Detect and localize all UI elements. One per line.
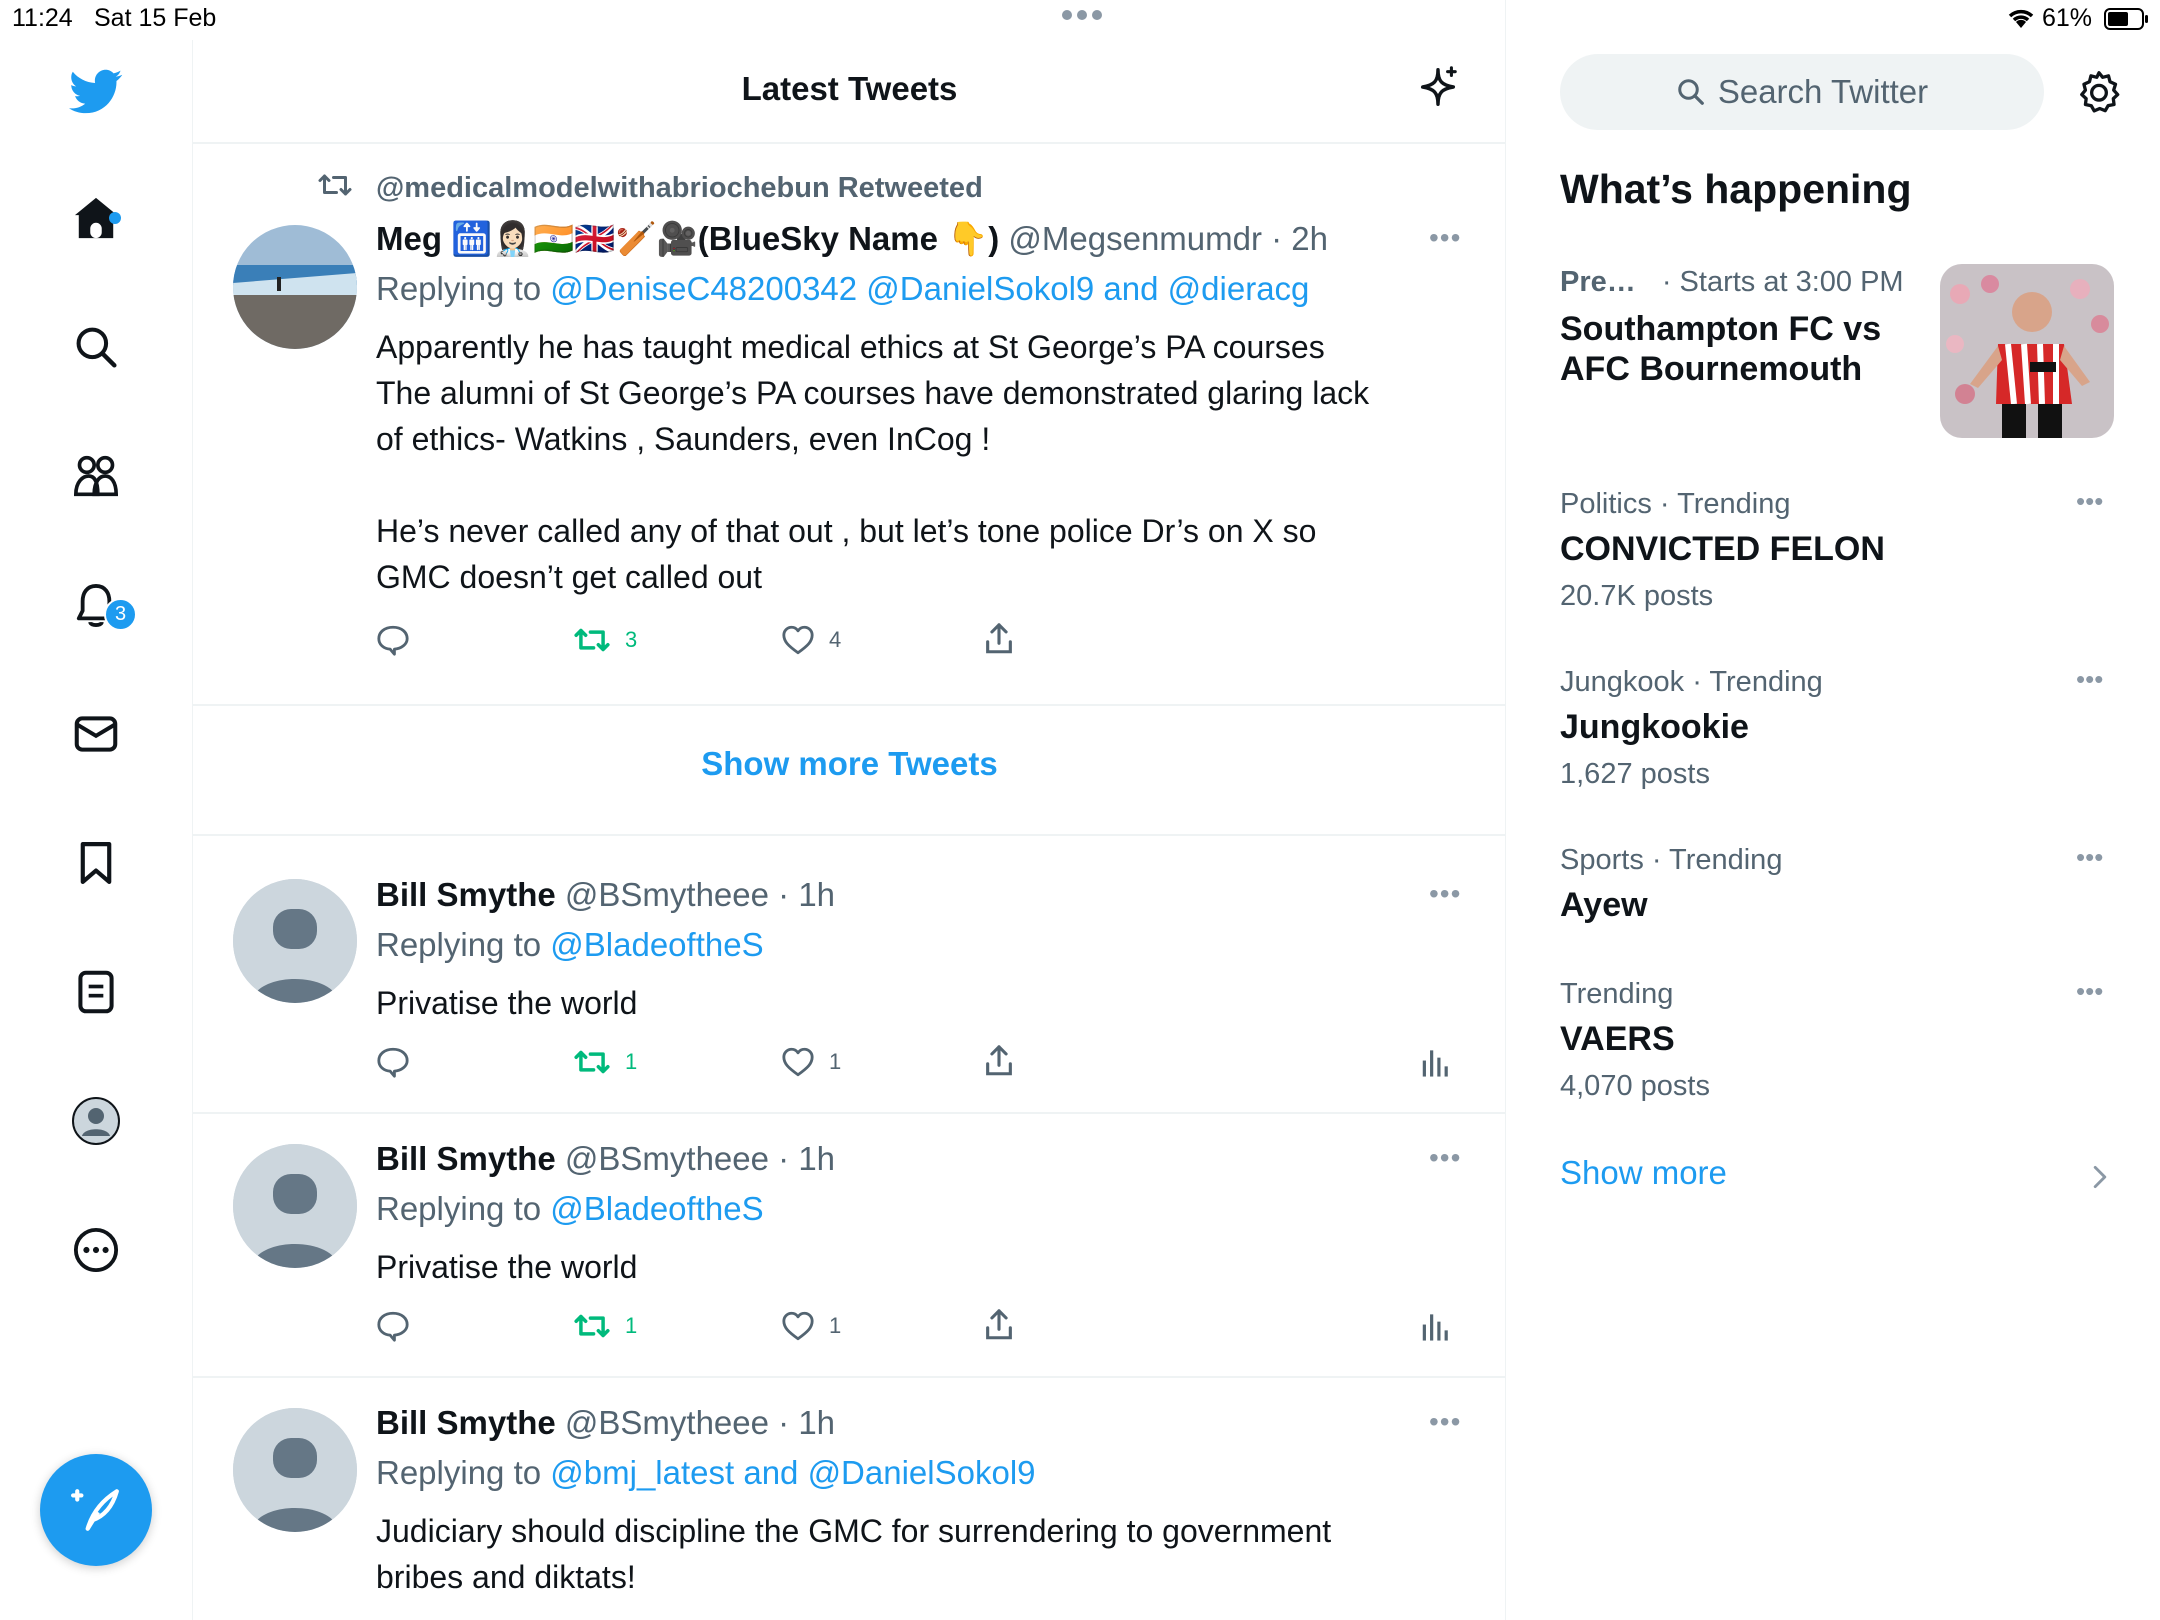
trend-category: Politics · Trending [1560, 488, 1791, 520]
share-button[interactable] [983, 1308, 1015, 1342]
trend-item[interactable] [1506, 970, 2160, 1120]
whats-happening-heading: What’s happening [1560, 166, 1912, 212]
heart-icon [781, 1046, 815, 1078]
show-more-tweets-link[interactable]: Show more Tweets [701, 745, 998, 782]
trend-count: 20.7K posts [1560, 580, 1714, 612]
retweet-button[interactable] [573, 1046, 637, 1078]
show-more-trends-link[interactable]: Show more [1560, 1154, 1727, 1191]
home-unread-dot [109, 212, 121, 224]
tweet-author-handle[interactable]: @Megsenmumdr [1008, 220, 1262, 257]
twitter-logo-icon[interactable] [68, 64, 124, 120]
like-button[interactable] [781, 1046, 841, 1078]
timeline-column [193, 0, 1506, 1620]
replying-to-handles[interactable]: @bmj_latest and @DanielSokol9 [550, 1454, 1036, 1491]
lists-icon[interactable] [68, 964, 124, 1020]
trend-item[interactable] [1506, 480, 2160, 630]
more-options-icon[interactable]: ••• [1429, 1142, 1462, 1173]
tweet-text-line: The alumni of St George’s PA courses have demonstrated glaring lack [376, 375, 1370, 411]
avatar[interactable] [233, 879, 357, 1003]
more-options-icon[interactable]: ••• [1429, 222, 1462, 253]
share-button[interactable] [983, 622, 1015, 656]
like-count: 4 [829, 627, 842, 652]
sidebar-nav [0, 40, 193, 1620]
analytics-button[interactable] [1421, 1046, 1451, 1078]
page-title: Latest Tweets [741, 70, 958, 107]
search-icon[interactable] [68, 319, 124, 375]
analytics-button[interactable] [1421, 1310, 1451, 1342]
avatar[interactable] [233, 225, 357, 349]
event-meta: · Starts at 3:00 PM [1661, 266, 1904, 298]
tweet-author-name[interactable]: Bill Smythe [376, 876, 556, 913]
replying-to-handles[interactable]: @DeniseC48200342 @DanielSokol9 and @dieracg [550, 270, 1310, 307]
compose-tweet-button[interactable] [40, 1454, 152, 1566]
retweet-icon [573, 1046, 611, 1078]
trend-count: 4,070 posts [1560, 1070, 1710, 1102]
like-button[interactable] [781, 624, 841, 656]
tweet[interactable] [193, 1378, 1506, 1620]
like-button[interactable] [781, 1310, 841, 1342]
tweet-author-name[interactable]: Meg 🛗👩🏻‍⚕️🇮🇳🇬🇧🏏🎥(BlueSky Name 👇) [376, 220, 1000, 257]
reply-button[interactable] [376, 624, 410, 656]
heart-icon [781, 1310, 815, 1342]
messages-icon[interactable] [68, 706, 124, 762]
tweet[interactable] [193, 1114, 1506, 1378]
tweet-divider [193, 704, 1506, 706]
event-title-line2: AFC Bournemouth [1560, 350, 1863, 388]
search-placeholder: Search Twitter [1717, 73, 1929, 110]
tweet-text-line: of ethics- Watkins , Saunders, even InCog ! [376, 421, 991, 457]
tweet-time: · 1h [778, 876, 836, 913]
trend-category: Sports · Trending [1560, 844, 1783, 876]
trend-more-icon[interactable]: ••• [2076, 842, 2104, 872]
trend-more-icon[interactable]: ••• [2076, 664, 2104, 694]
retweet-button[interactable] [573, 1310, 637, 1342]
share-icon [983, 1044, 1015, 1078]
reply-button[interactable] [376, 1310, 410, 1342]
tweet-text-line: Apparently he has taught medical ethics at St George’s PA courses [376, 329, 1325, 365]
tweet-author-handle[interactable]: @BSmytheee [564, 876, 769, 913]
settings-gear-icon[interactable] [2077, 70, 2121, 114]
trend-count: 1,627 posts [1560, 758, 1710, 790]
status-date: Sat 15 Feb [94, 4, 217, 32]
tweet[interactable] [193, 836, 1506, 1112]
tweet-text: Privatise the world [376, 1249, 638, 1285]
sparkle-icon[interactable] [1415, 64, 1461, 110]
compose-tweet-icon [71, 1485, 121, 1535]
retweet-count: 1 [625, 1049, 638, 1074]
tweet-text-line: Judiciary should discipline the GMC for surrendering to government [376, 1513, 1332, 1549]
right-sidebar [1506, 0, 2160, 1620]
trend-item[interactable] [1506, 836, 2160, 946]
trend-title: VAERS [1560, 1020, 1675, 1058]
event-title-line1: Southampton FC vs [1560, 310, 1882, 348]
avatar[interactable] [233, 1144, 357, 1268]
replying-to-label: Replying to [376, 270, 551, 307]
share-button[interactable] [983, 1044, 1015, 1078]
analytics-icon [1421, 1310, 1451, 1342]
like-count: 1 [829, 1049, 842, 1074]
avatar[interactable] [233, 1408, 357, 1532]
replying-to-handles[interactable]: @BladeoftheS [550, 1190, 764, 1227]
tweet-text-line: GMC doesn’t get called out [376, 559, 762, 595]
tweet-text-line: He’s never called any of that out , but let’s tone police Dr’s on X so [376, 513, 1317, 549]
retweet-icon [573, 1310, 611, 1342]
chevron-right-icon [2092, 1164, 2108, 1190]
bookmarks-icon[interactable] [68, 835, 124, 891]
trend-category: Trending [1560, 978, 1674, 1010]
share-icon [983, 622, 1015, 656]
reply-icon [376, 624, 410, 656]
share-icon [983, 1308, 1015, 1342]
trend-more-icon[interactable]: ••• [2076, 486, 2104, 516]
tweet-author-name[interactable]: Bill Smythe [376, 1404, 556, 1441]
replying-to-label: Replying to [376, 926, 551, 963]
search-input[interactable] [1560, 54, 2044, 130]
trend-title: CONVICTED FELON [1560, 530, 1885, 568]
reply-icon [376, 1046, 410, 1078]
trend-category: Jungkook · Trending [1560, 666, 1823, 698]
retweet-button[interactable] [573, 624, 637, 656]
analytics-icon [1421, 1046, 1451, 1078]
reply-icon [376, 1310, 410, 1342]
tweet-text [376, 1508, 1456, 1600]
reply-button[interactable] [376, 1046, 410, 1078]
battery-percent: 61% [2042, 4, 2093, 32]
tweet-time: · 1h [778, 1140, 836, 1177]
tweet-text [376, 324, 1456, 600]
like-count: 1 [829, 1313, 842, 1338]
tweet-author-name[interactable]: Bill Smythe [376, 1140, 556, 1177]
event-image[interactable] [1940, 264, 2114, 438]
more-options-icon[interactable]: ••• [1429, 878, 1462, 909]
trend-title: Ayew [1560, 886, 1648, 924]
tweet-text-line: bribes and diktats! [376, 1559, 636, 1595]
retweet-count: 3 [625, 627, 638, 652]
trend-item[interactable] [1506, 658, 2160, 808]
tweet-time: · 2h [1271, 220, 1329, 257]
tweet[interactable] [193, 144, 1506, 704]
status-time: 11:24 [12, 4, 73, 32]
retweet-count: 1 [625, 1313, 638, 1338]
trend-title: Jungkookie [1560, 708, 1749, 746]
notifications-badge: 3 [104, 598, 137, 631]
communities-icon[interactable] [68, 448, 124, 504]
tweet-author-handle[interactable]: @BSmytheee [564, 1404, 769, 1441]
tweet-text: Privatise the world [376, 985, 638, 1021]
more-icon[interactable] [68, 1222, 124, 1278]
search-icon [1676, 77, 1706, 107]
retweet-icon [573, 624, 611, 656]
heart-icon [781, 624, 815, 656]
replying-to-label: Replying to [376, 1454, 551, 1491]
profile-icon[interactable] [68, 1093, 124, 1149]
trend-more-icon[interactable]: ••• [2076, 976, 2104, 1006]
replying-to-label: Replying to [376, 1190, 551, 1227]
tweet-time: · 1h [778, 1404, 836, 1441]
retweet-indicator-icon [317, 170, 353, 200]
more-options-icon[interactable]: ••• [1429, 1406, 1462, 1437]
event-category: Pre… [1560, 266, 1636, 298]
replying-to-handles[interactable]: @BladeoftheS [550, 926, 764, 963]
tweet-author-handle[interactable]: @BSmytheee [564, 1140, 769, 1177]
retweeted-by[interactable]: @medicalmodelwithabriochebun Retweeted [376, 172, 983, 204]
